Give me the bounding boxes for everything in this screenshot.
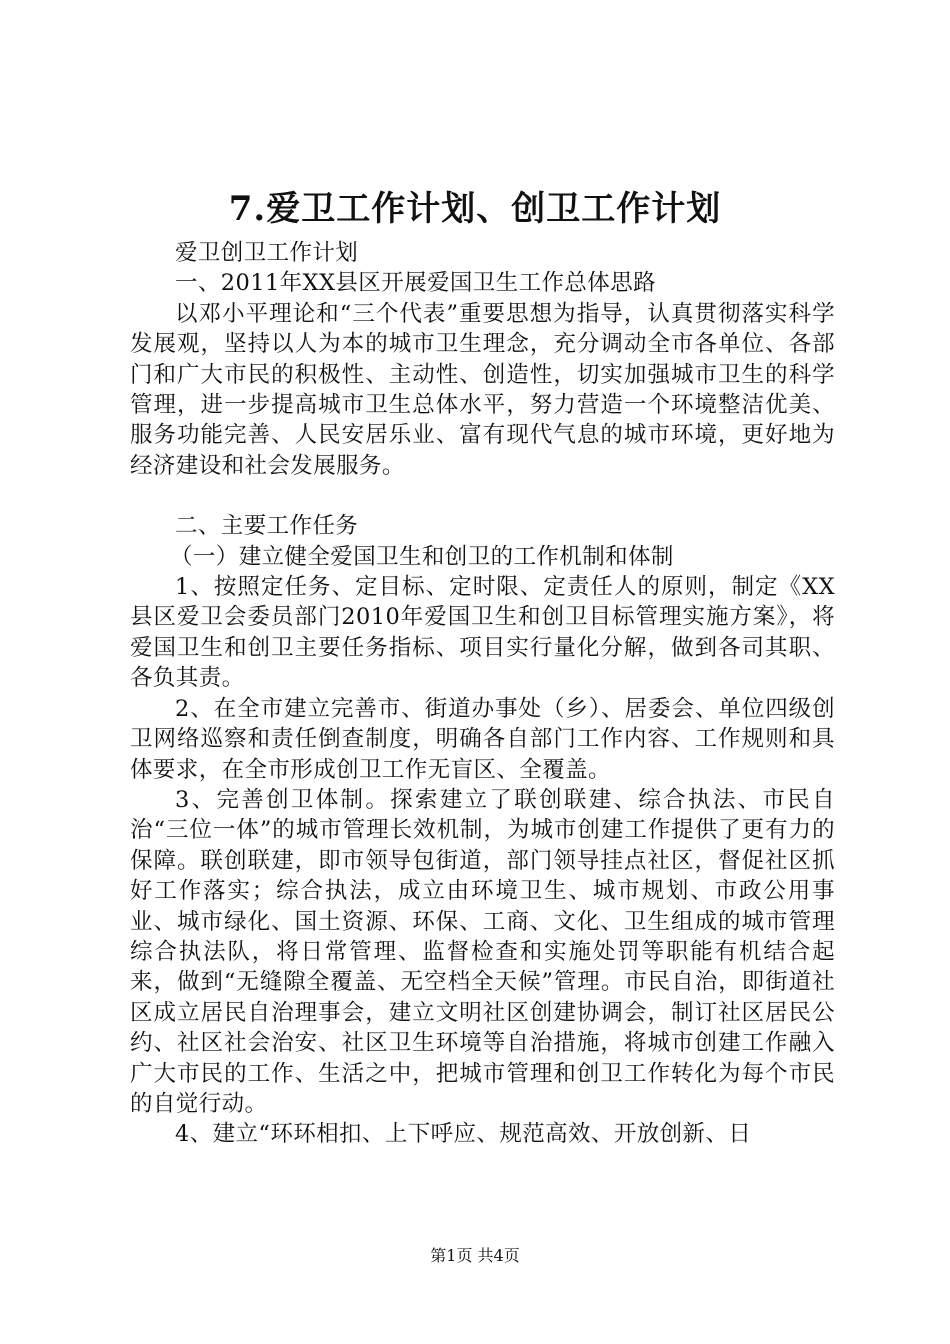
paragraph-gap (130, 481, 835, 511)
body-paragraph: 以邓小平理论和“三个代表”重要思想为指导，认真贯彻落实科学发展观，坚持以人为本的城市卫生理念，充分调动全市各单位、各部门和广大市民的积极性、主动性、创造性，切实加强城市卫生的科学管理，进一步提高城市卫生总体水平，努力营造一个环境整洁优美、服务功能完善、人民安居乐业、富有现代气息的城市环境，更好地为经济建设和社会发展服务。 (130, 300, 835, 479)
section-heading: 一、2011年XX县区开展爱国卫生工作总体思路 (175, 270, 656, 297)
document-title: 7.爱卫工作计划、创卫工作计划 (228, 189, 722, 229)
section-heading: 二、主要工作任务 (175, 513, 359, 540)
body-paragraph: 2、在全市建立完善市、街道办事处（乡）、居委会、单位四级创卫网络巡察和责任倒查制度，明确各自部门工作内容、工作规则和具体要求，在全市形成创卫工作无盲区、全覆盖。 (130, 695, 835, 783)
page-footer: 第1页 共4页 (430, 1246, 520, 1265)
document-body (130, 238, 835, 1150)
body-paragraph: 3、完善创卫体制。探索建立了联创联建、综合执法、市民自治“三位一体”的城市管理长效机制，为城市创建工作提供了更有力的保障。联创联建，即市领导包街道，部门领导挂点社区，督促社区抓好工作落实；综合执法，成立由环境卫生、城市规划、市政公用事业、城市绿化、国土资源、环保、工商、文化、卫生组成的城市管理综合执法队，将日常管理、监督检查和实施处罚等职能有机结合起来，做到“无缝隙全覆盖、无空档全天候”管理。市民自治，即街道社区成立居民自治理事会，建立文明社区创建协调会，制订社区居民公约、社区社会治安、社区卫生环境等自治措施，将城市创建工作融入广大市民的工作、生活之中，把城市管理和创卫工作转化为每个市民的自觉行动。 (130, 786, 835, 1117)
subtitle-paragraph: 爱卫创卫工作计划 (175, 240, 359, 266)
body-paragraph: 1、按照定任务、定目标、定时限、定责任人的原则，制定《XX县区爱卫会委员部门2010年爱国卫生和创卫目标管理实施方案》，将爱国卫生和创卫主要任务指标、项目实行量化分解，做到各司其职、各负其责。 (130, 574, 835, 692)
subsection-heading: （一）建立健全爱国卫生和创卫的工作机制和体制 (170, 543, 674, 570)
body-paragraph: 4、建立“环环相扣、上下呼应、规范高效、开放创新、日 (175, 1121, 752, 1148)
